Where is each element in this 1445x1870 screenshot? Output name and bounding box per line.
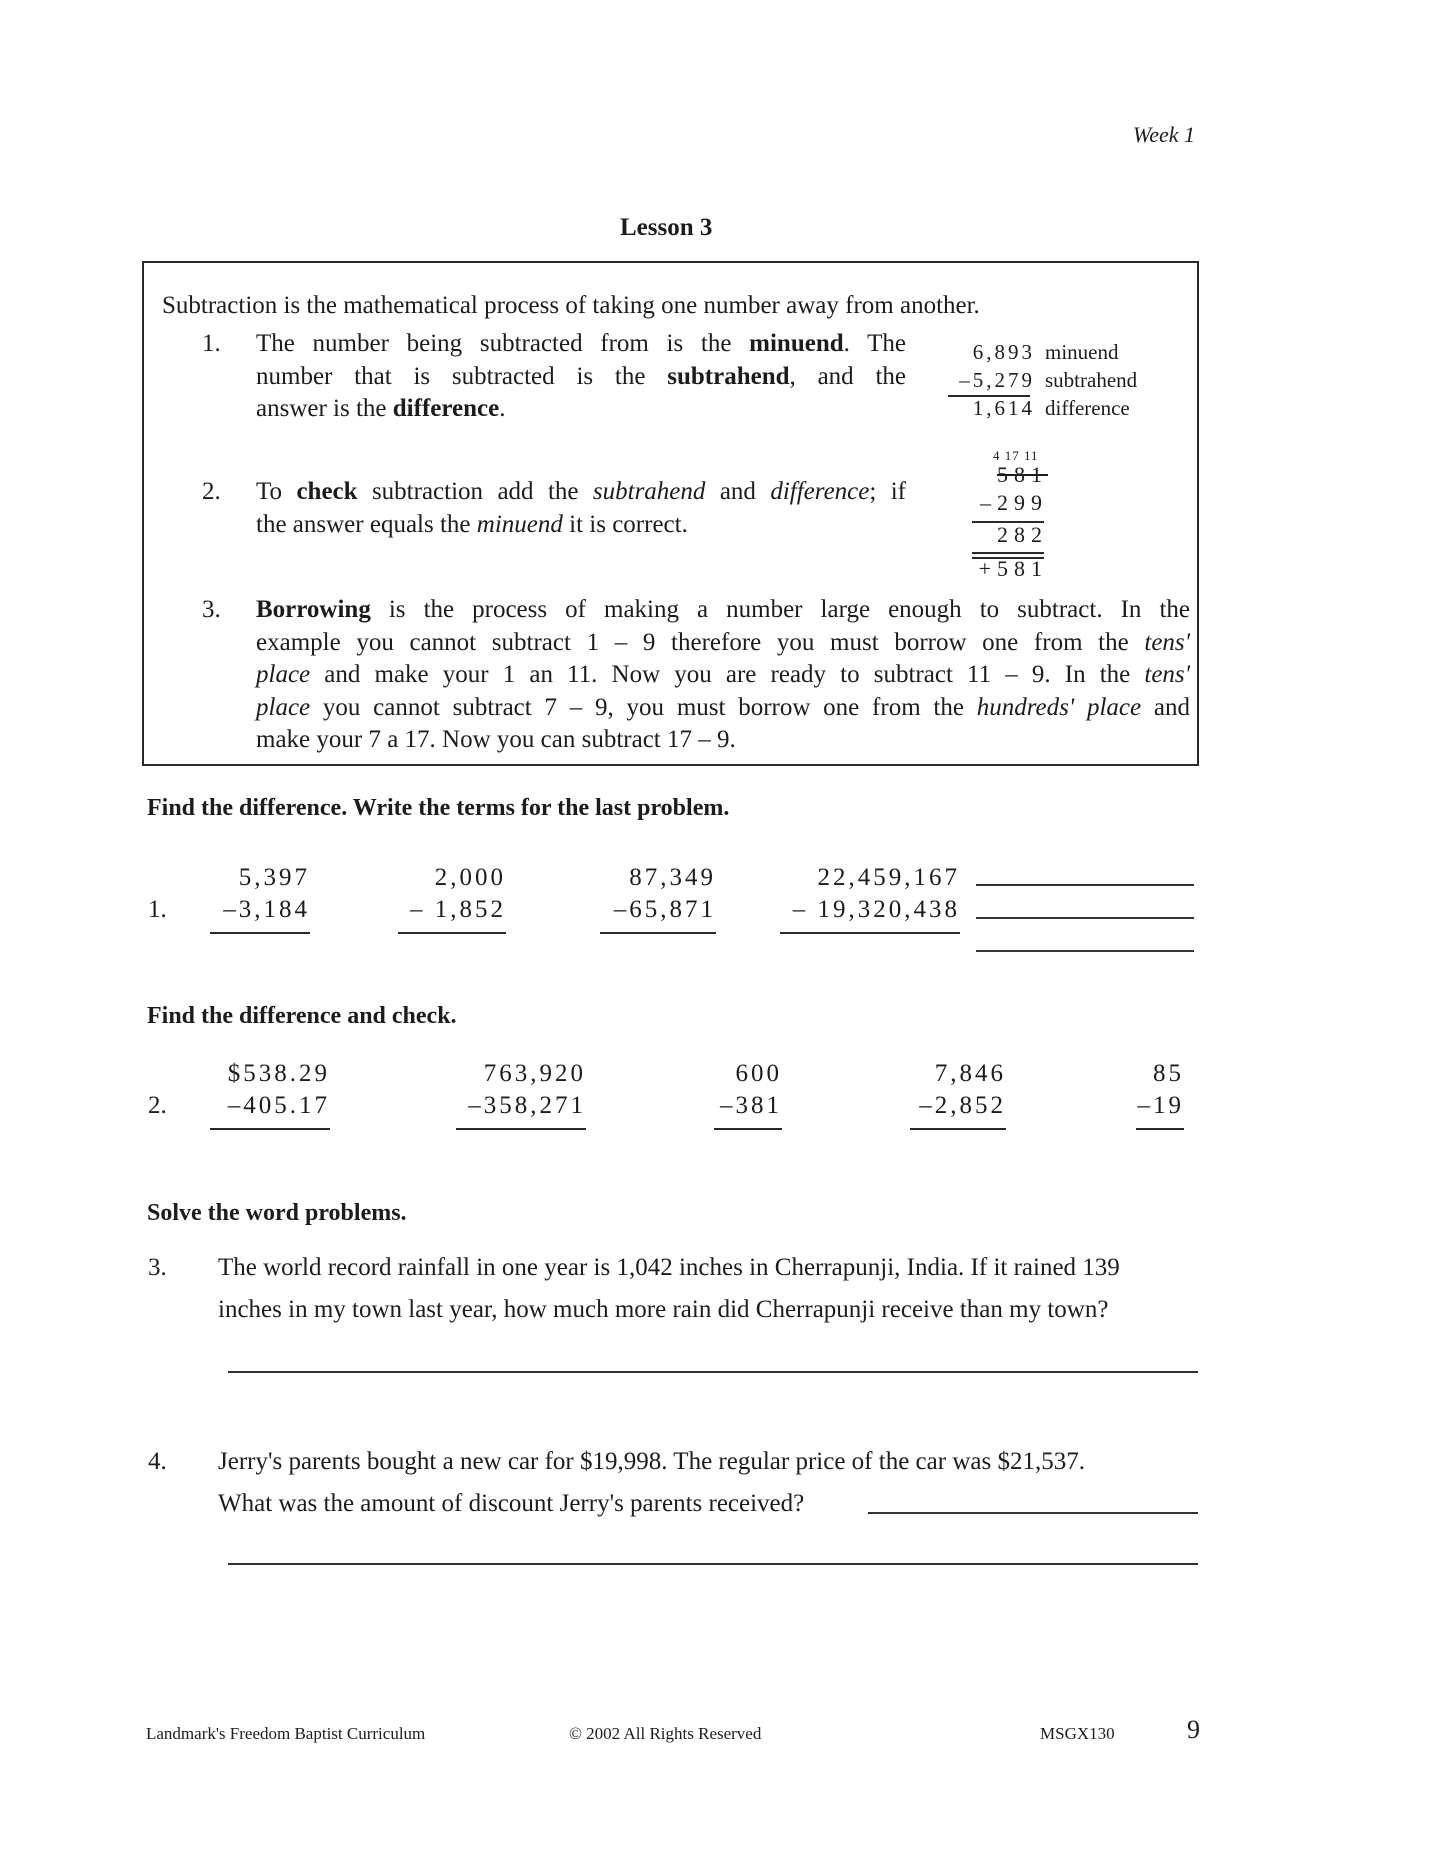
borrow-marks: 4 17 11 [993,448,1039,463]
problem-2e: 85 –19 [1136,1058,1184,1130]
difference-value: 1,614 [972,396,1035,420]
section-2-number: 2. [148,1092,167,1119]
borrow-subtrahend: –299 [980,490,1048,515]
item-3-number: 3. [202,596,221,623]
term-blank-1[interactable] [976,884,1194,886]
terms-example [920,338,1137,422]
section-3-heading: Solve the word problems. [147,1200,407,1226]
word-problem-3-number: 3. [148,1254,167,1281]
section-2-heading: Find the difference and check. [147,1003,457,1029]
footer-code: MSGX130 [1040,1724,1115,1743]
check-rule-1 [972,552,1044,554]
word-problem-3: The world record rainfall in one year is 1,042 inches in Cherrapunji, India. If it rained 139 inches in my town last year, how much more rain did Cherrapunji receive than my town? [218,1254,1120,1323]
footer-copyright: © 2002 All Rights Reserved [569,1724,762,1743]
lesson-intro: Subtraction is the mathematical process of taking one number away from another. [162,292,980,319]
problem-1c: 87,349 –65,871 [600,862,716,934]
item-3-text: Borrowing is the process of making a number large enough to subtract. In the example you cannot subtract 1 – 9 therefore you must borrow one from the tens' place and make your 1 an 11. Now you are ready to subtract 11 – 9. In the tens' place you cannot subtract 7 – 9, you must borrow one from the hundreds' place and make your 7 a 17. Now you can subtract 17 – 9. [256,596,1190,753]
crossed-minuend: 581 [997,462,1048,487]
answer-line-4[interactable] [228,1563,1198,1565]
term-blank-3[interactable] [976,950,1194,952]
section-1-heading: Find the difference. Write the terms for the last problem. [147,795,730,821]
difference-label: difference [1045,396,1130,420]
week-label: Week 1 [1132,122,1195,147]
answer-line-3[interactable] [228,1371,1198,1373]
problem-2a: $538.29 –405.17 [210,1058,330,1130]
problem-1d: 22,459,167 – 19,320,438 [780,862,960,934]
problem-1a: 5,397 –3,184 [210,862,310,934]
answer-blank-4[interactable] [868,1512,1198,1514]
page-number: 9 [1187,1715,1200,1744]
subtrahend-value: –5,279 [959,368,1035,392]
borrow-check-sum: +581 [978,556,1048,581]
term-blank-2[interactable] [976,917,1194,919]
footer-publisher: Landmark's Freedom Baptist Curriculum [146,1724,426,1743]
word-problem-4-number: 4. [148,1448,167,1475]
problem-1b: 2,000 – 1,852 [398,862,506,934]
item-2-number: 2. [202,478,221,505]
word-problem-4: Jerry's parents bought a new car for $19,998. The regular price of the car was $21,537. What was the amount of discount Jerry's parents received? [218,1448,1085,1517]
minuend-label: minuend [1045,340,1119,364]
section-1-number: 1. [148,896,167,923]
item-2-text: To check subtraction add the subtrahend and difference; if the answer equals the minuend it is correct. [256,478,906,538]
subtrahend-label: subtrahend [1045,368,1138,392]
problem-2c: 600 –381 [714,1058,782,1130]
problem-2b: 763,920 –358,271 [456,1058,586,1130]
problem-2d: 7,846 –2,852 [910,1058,1006,1130]
terms-example-rule [948,395,1030,397]
lesson-title: Lesson 3 [620,214,713,241]
minuend-value: 6,893 [972,340,1035,364]
item-1-number: 1. [202,330,221,357]
borrow-difference: 282 [997,522,1048,547]
item-1-text: The number being subtracted from is the minuend. The number that is subtracted is the subtrahend, and the answer is the difference. [256,330,907,422]
